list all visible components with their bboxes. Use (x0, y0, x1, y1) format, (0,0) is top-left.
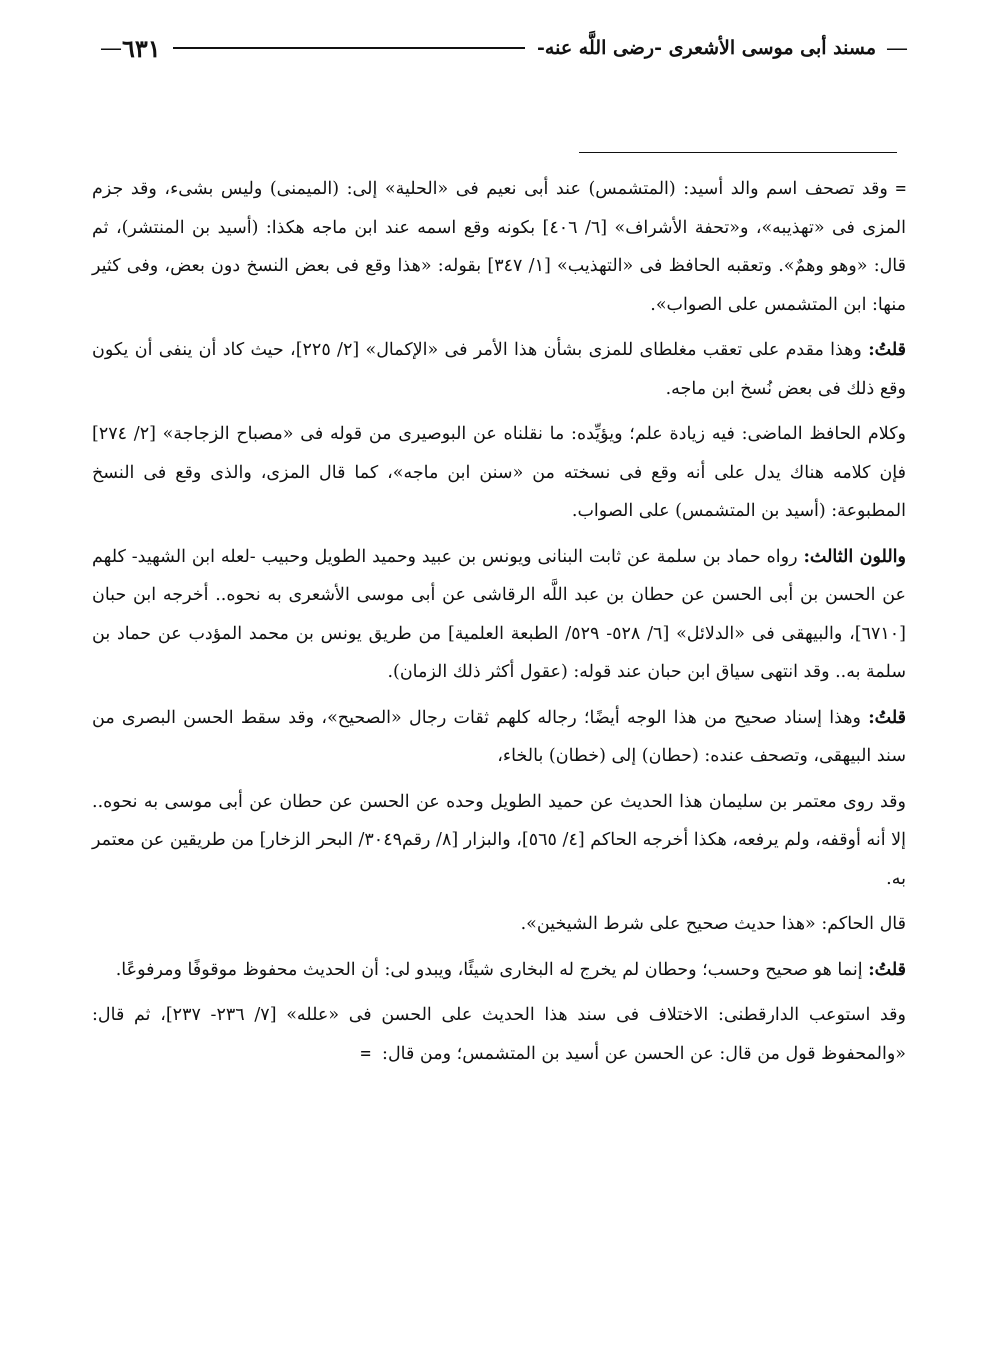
header-rule (173, 47, 525, 49)
running-header (90, 30, 908, 66)
continuation-mark-end: = (360, 1043, 371, 1064)
paragraph-9 (92, 996, 906, 1073)
paragraph-text: إنما هو صحيح وحسب؛ وحطان لم يخرج له البخارى شيئًا، ويبدو لى: أن الحديث محفوظ موقوفًا ومرفوعًا. (115, 959, 869, 980)
paragraph-text: وقد تصحف اسم والد أسيد: (المتشمس) عند أبى نعيم فى «الحلية» إلى: (الميمنى) وليس بشىء، وقد جزم المزى فى «تهذيبه»، و«تحفة الأشراف» [٦/ ٤٠٦] بكونه وقع اسمه عند ابن ماجه هكذا: (أسيد بن المنتشر)، ثم قال: «وهو وهمٌ». وتعقبه الحافظ فى «التهذيب» [١/ ٣٤٧] بقوله: «هذا وقع فى بعض النسخ دون بعض، وفى كثير منها: ابن المتشمس على الصواب». (92, 179, 907, 315)
page-number: ٦٣١ (122, 33, 161, 63)
paragraph-6 (92, 783, 906, 899)
paragraph-1 (92, 170, 906, 324)
header-dash: — (886, 35, 908, 61)
paragraph-text: وقد روى معتمر بن سليمان هذا الحديث عن حميد الطويل وحده عن الحسن عن حطان عن أبى موسى به نحوه.. إلا أنه أوقفه، ولم يرفعه، هكذا أخرجه الحاكم [٤/ ٥٦٥]، والبزار [٨/ رقم٣٠٤٩/ البحر الزخار] من طريقين عن معتمر به. (92, 791, 907, 889)
paragraph-lead: قلتُ: (868, 959, 906, 980)
paragraph-lead: قلتُ: (868, 340, 906, 360)
paragraph-lead: قلتُ: (868, 707, 906, 728)
paragraph-3 (92, 415, 906, 531)
footnote-body (92, 170, 906, 1080)
paragraph-4 (92, 538, 906, 692)
paragraph-2 (92, 331, 906, 408)
paragraph-5 (92, 699, 906, 776)
paragraph-7 (92, 905, 906, 944)
paragraph-8 (92, 951, 906, 990)
paragraph-text: رواه حماد بن سلمة عن ثابت البنانى ويونس بن عبيد وحميد الطويل وحبيب -لعله ابن الشهيد- كلهم عن الحسن بن أبى الحسن عن حطان بن عبد اللَّه الرقاشى عن أبى موسى الأشعرى به نحوه.. أخرجه ابن حبان [٦٧١٠]، والبيهقى فى «الدلائل» [٦/ ٥٢٨- ٥٢٩/ الطبعة العلمية] من طريق يونس بن محمد المؤدب عن حماد بن سلمة به.. وقد انتهى سياق ابن حبان عند قوله: (عقول أكثر ذلك الزمان). (92, 546, 906, 682)
paragraph-text: وكلام الحافظ الماضى: فيه زيادة علم؛ ويؤيِّده: ما نقلناه عن البوصيرى من قوله فى «مصباح الزجاجة» [٢/ ٢٧٤] فإن كلامه هناك يدل على أنه وقع فى نسخته من «سنن ابن ماجه»، كما قال المزى، والذى وقع فى النسخ المطبوعة: (أسيد بن المتشمس) على الصواب. (92, 424, 906, 521)
paragraph-text: قال الحاكم: «هذا حديث صحيح على شرط الشيخين». (520, 914, 906, 934)
header-dash-end: — (100, 35, 122, 61)
continuation-mark-start: = (895, 179, 906, 199)
paragraph-lead: واللون الثالث: (803, 546, 906, 567)
footnote-separator (579, 152, 897, 153)
paragraph-text: وهذا مقدم على تعقب مغلطاى للمزى بشأن هذا الأمر فى «الإكمال» [٢/ ٢٢٥]، حيث كاد أن ينفى أن يكون وقع ذلك فى بعض نُسخ ابن ماجه. (92, 340, 906, 399)
paragraph-text: وقد استوعب الدارقطنى: الاختلاف فى سند هذا الحديث على الحسن فى «علله» [٧/ ٢٣٦- ٢٣٧]، ثم قال: «والمحفوظ قول من قال: عن الحسن عن أسيد بن المتشمس؛ ومن قال: (92, 1005, 906, 1064)
book-title: مسند أبى موسى الأشعرى -رضى اللَّه عنه- (537, 37, 876, 59)
paragraph-text: وهذا إسناد صحيح من هذا الوجه أيضًا؛ رجاله كلهم ثقات رجال «الصحيح»، وقد سقط الحسن البصرى من سند البيهقى، وتصحف عنده: (حطان) إلى (خطان) بالخاء، (92, 707, 906, 766)
